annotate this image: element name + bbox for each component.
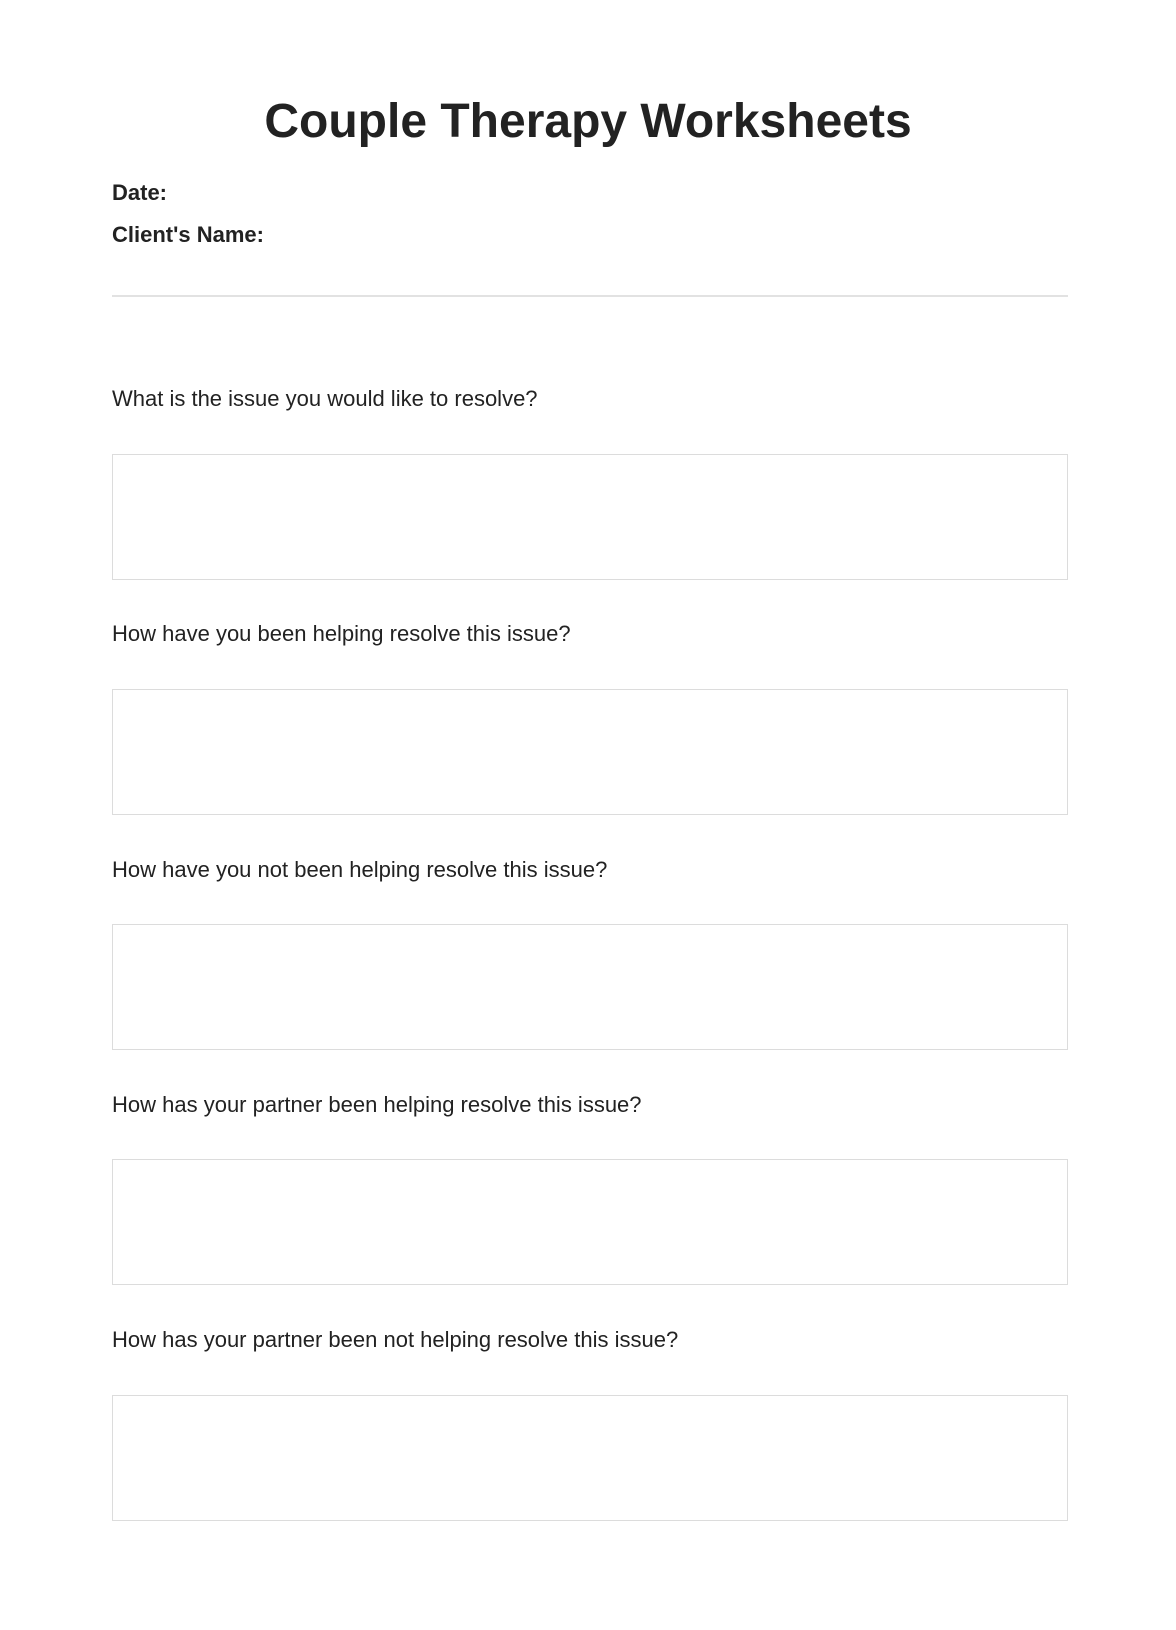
question-1-prompt: What is the issue you would like to resolve? — [112, 386, 538, 411]
question-2-prompt: How have you been helping resolve this issue? — [112, 621, 571, 646]
question-4-prompt: How has your partner been helping resolve this issue? — [112, 1092, 642, 1117]
header-divider — [112, 295, 1068, 297]
question-4-answer-box[interactable] — [112, 1159, 1068, 1285]
question-2-answer-box[interactable] — [112, 689, 1068, 815]
worksheet-title: Couple Therapy Worksheets — [264, 95, 912, 148]
date-label: Date: — [112, 180, 168, 205]
client-name-label: Client's Name: — [112, 222, 264, 247]
question-3-prompt: How have you not been helping resolve this issue? — [112, 857, 608, 882]
question-5-prompt: How has your partner been not helping resolve this issue? — [112, 1327, 679, 1352]
question-1-answer-box[interactable] — [112, 454, 1068, 580]
question-5-answer-box[interactable] — [112, 1395, 1068, 1521]
question-3-answer-box[interactable] — [112, 924, 1068, 1050]
